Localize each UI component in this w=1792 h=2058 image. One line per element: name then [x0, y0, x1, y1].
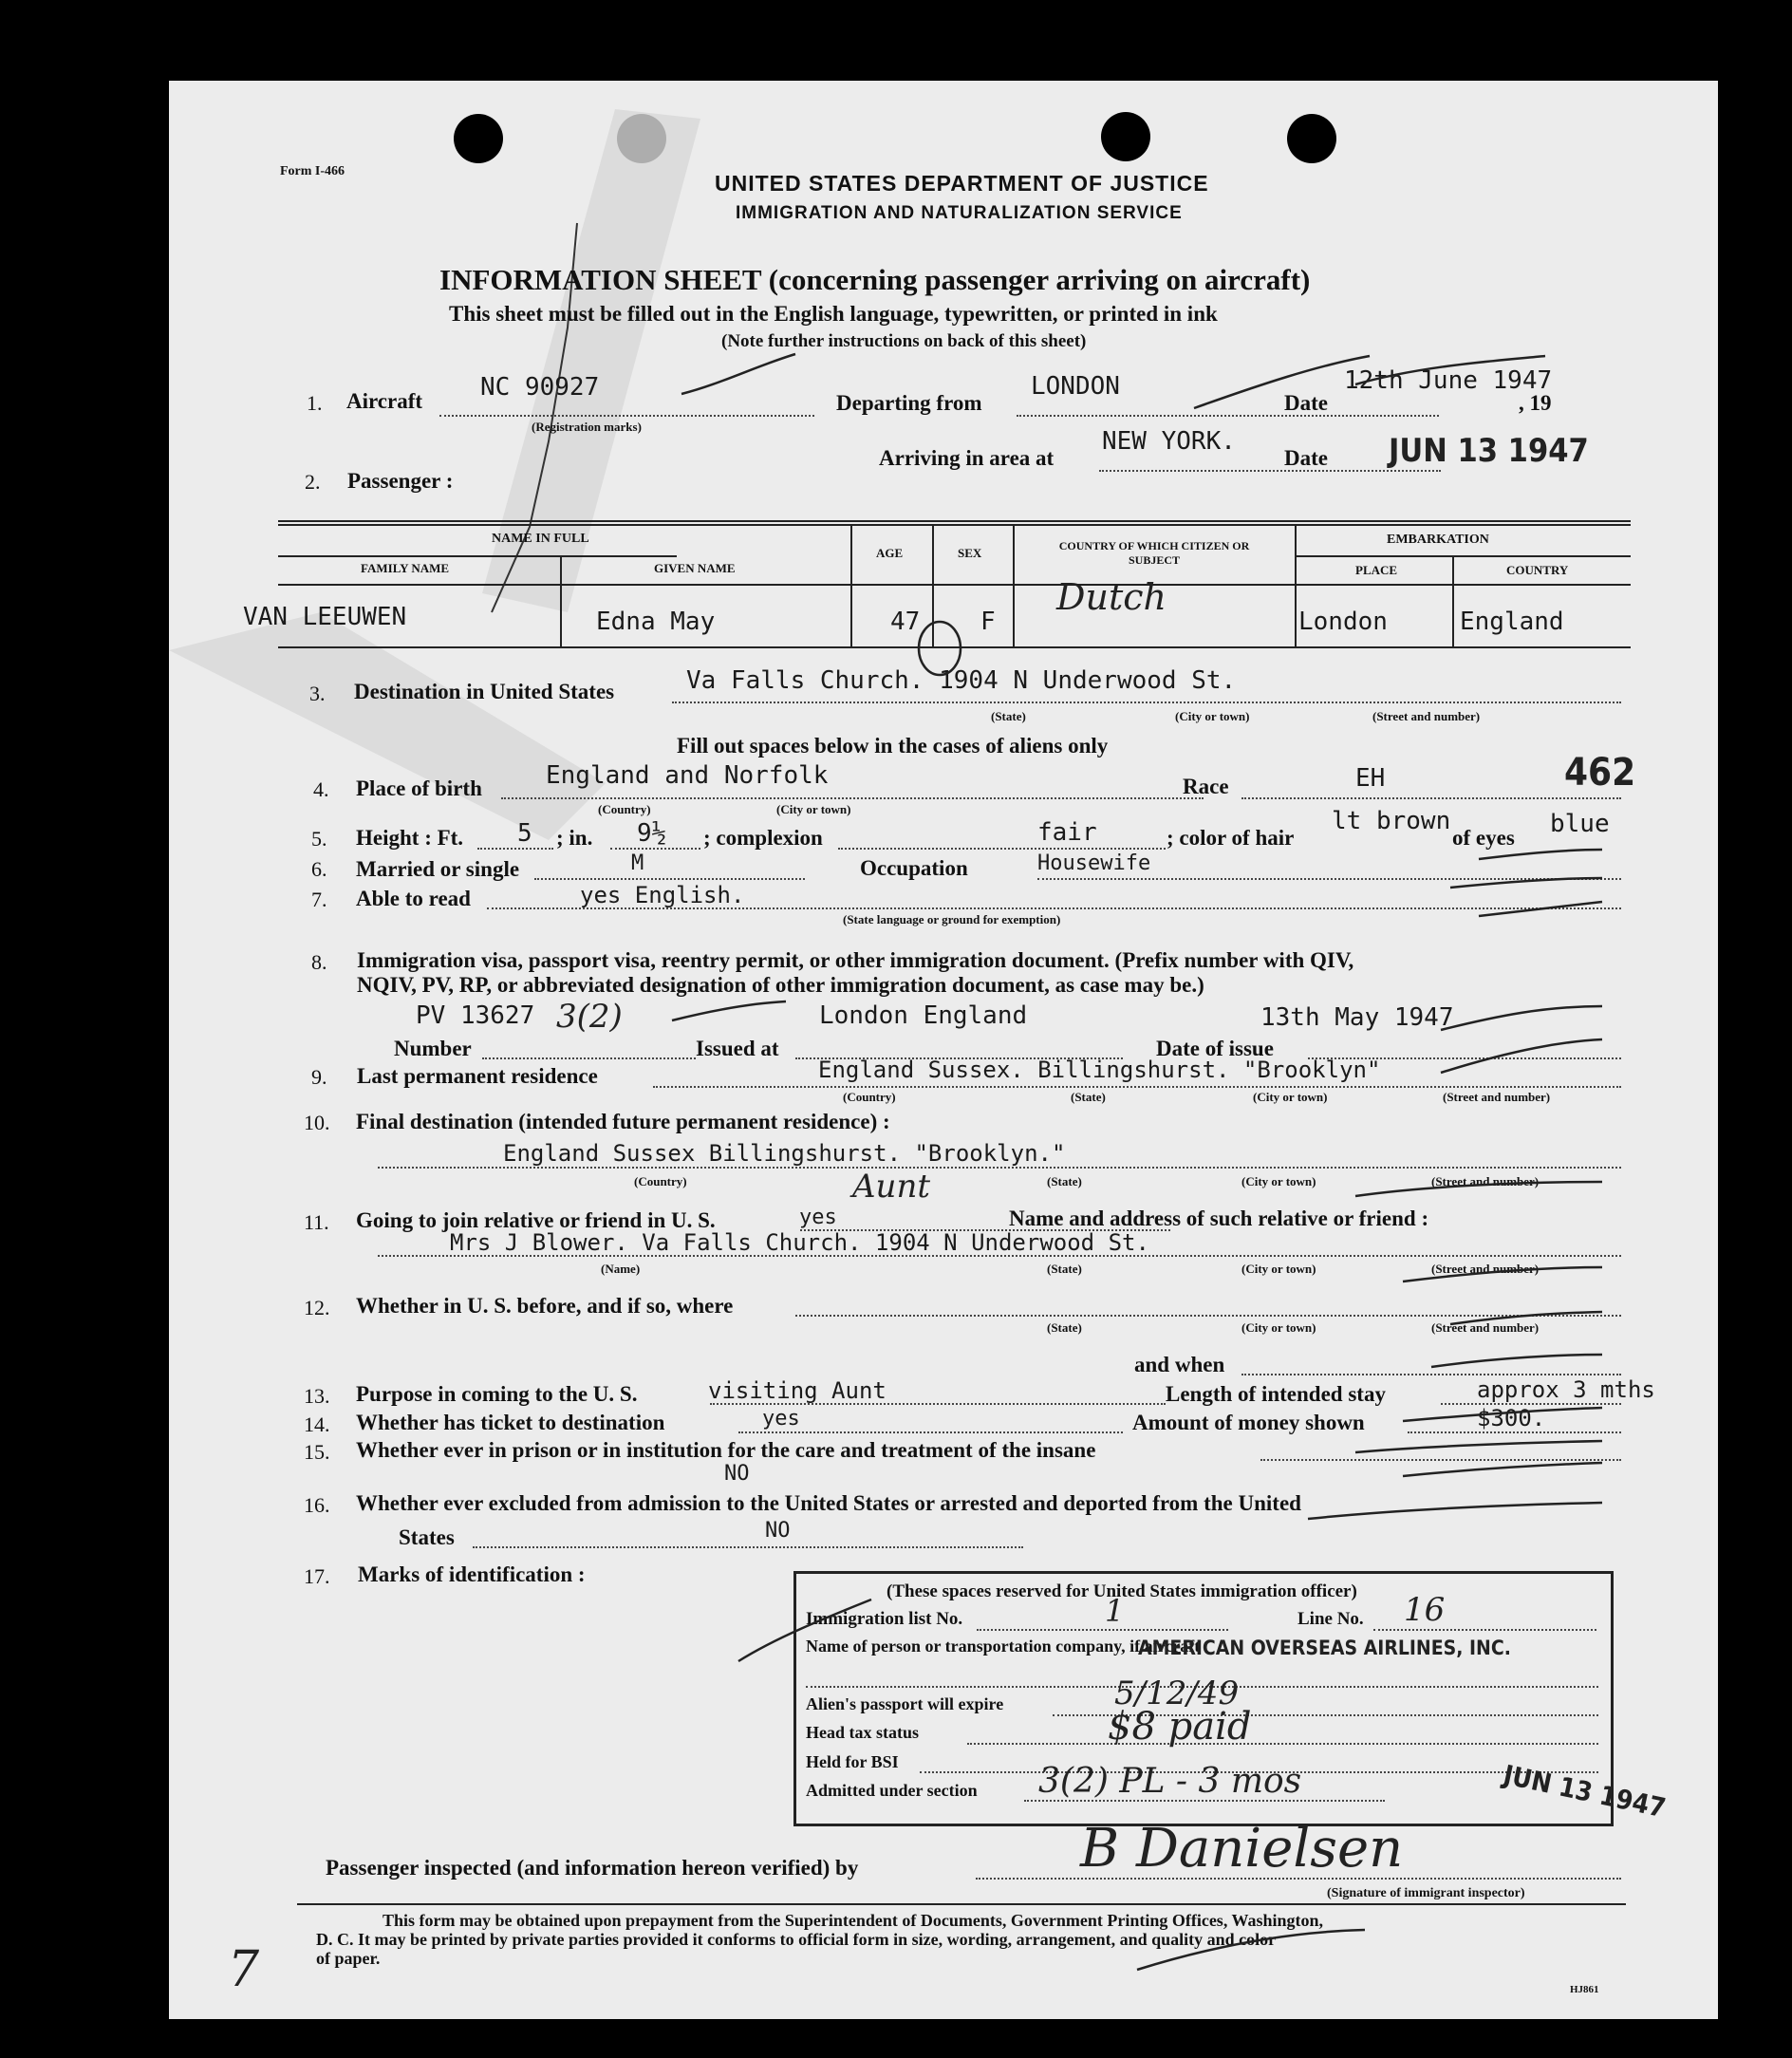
ticket-label: Whether has ticket to destination	[356, 1411, 665, 1434]
age-cell: 47	[890, 608, 921, 636]
passport-expiry-label: Alien's passport will expire	[806, 1694, 1004, 1713]
excluded-value: NO	[765, 1519, 791, 1543]
ink-strokes	[169, 81, 1718, 2019]
item-number: 9.	[311, 1065, 327, 1089]
arrival-date-stamp: JUN 13 1947	[1389, 432, 1589, 470]
country-cell: England	[1460, 608, 1564, 636]
height-feet: 5	[517, 819, 532, 848]
item-number: 6.	[311, 857, 327, 881]
stay-label: Length of intended stay	[1166, 1382, 1386, 1406]
final-destination-value: England Sussex Billingshurst. "Brooklyn."	[503, 1140, 1066, 1167]
date-suffix: , 19	[1519, 391, 1552, 415]
line-number-label: Line No.	[1297, 1609, 1364, 1629]
race-label: Race	[1183, 775, 1229, 798]
height-inches: 9½	[637, 819, 667, 848]
aircraft-label: Aircraft	[346, 389, 423, 413]
language-caption: (State language or ground for exemption)	[843, 912, 1061, 926]
name-in-full-header: NAME IN FULL	[492, 532, 589, 546]
inspection-label: Passenger inspected (and information hereon verified) by	[326, 1856, 859, 1880]
stamp-number: 462	[1564, 751, 1636, 795]
relative-name-label: Name and address of such relative or friend :	[1009, 1207, 1429, 1230]
item-number: 14.	[304, 1413, 330, 1436]
item-number: 3.	[309, 682, 326, 705]
held-bsi-label: Held for BSI	[806, 1752, 899, 1771]
admission-date-stamp: JUN 13 1947	[1501, 1759, 1669, 1824]
date-label: Date	[1284, 391, 1328, 415]
country-citizen-header: COUNTRY OF WHICH CITIZEN OR SUBJECT	[1058, 539, 1250, 567]
document-label-line2: NQIV, PV, RP, or abbreviated designation of other immigration document, as case may be.)	[357, 973, 1204, 997]
marital-label: Married or single	[356, 857, 520, 881]
join-relative-annotation: Aunt	[852, 1168, 931, 1206]
item-number: 2.	[305, 470, 321, 494]
departing-label: Departing from	[836, 391, 982, 415]
passport-expiry-value: 5/12/49	[1114, 1674, 1240, 1712]
ticket-value: yes	[762, 1407, 800, 1431]
department-name: UNITED STATES DEPARTMENT OF JUSTICE	[715, 171, 1209, 196]
form-number: Form I-466	[280, 164, 345, 178]
family-name-header: FAMILY NAME	[361, 561, 450, 575]
hair-value: lt brown	[1332, 807, 1451, 835]
item-number: 10.	[304, 1111, 330, 1134]
signature-caption: (Signature of immigrant inspector)	[1327, 1886, 1525, 1900]
money-value: $300.	[1477, 1405, 1546, 1431]
line-number-value: 16	[1404, 1591, 1446, 1629]
aliens-only-heading: Fill out spaces below in the cases of aliens only	[677, 734, 1109, 758]
head-tax-value: $8 paid	[1108, 1705, 1252, 1749]
list-number-value: 1	[1105, 1593, 1125, 1629]
state-caption: (State)	[991, 709, 1026, 723]
last-residence-value: England Sussex. Billingshurst. "Brooklyn"	[818, 1057, 1381, 1083]
arriving-label: Arriving in area at	[879, 446, 1055, 470]
street-caption: (Street and number)	[1431, 1320, 1540, 1335]
company-stamp: AMERICAN OVERSEAS AIRLINES, INC.	[1138, 1637, 1511, 1659]
country-caption: (Country)	[634, 1174, 687, 1188]
occupation-value: Housewife	[1037, 851, 1151, 875]
birthplace-label: Place of birth	[356, 776, 482, 800]
relative-name-value: Mrs J Blower. Va Falls Church. 1904 N Underwood St.	[450, 1229, 1149, 1256]
destination-value: Va Falls Church. 1904 N Underwood St.	[686, 666, 1237, 695]
state-caption: (State)	[1047, 1262, 1082, 1276]
item-number: 5.	[311, 827, 327, 851]
join-relative-value: yes	[799, 1206, 837, 1229]
city-caption: (City or town)	[1175, 709, 1250, 723]
place-header: PLACE	[1355, 563, 1398, 577]
place-cell: London	[1298, 608, 1388, 636]
city-caption: (City or town)	[776, 802, 851, 816]
service-name: IMMIGRATION AND NATURALIZATION SERVICE	[736, 203, 1183, 223]
document-annotation: 3(2)	[556, 998, 623, 1036]
stay-value: approx 3 mths	[1477, 1376, 1655, 1403]
issue-date-value: 13th May 1947	[1260, 1003, 1454, 1032]
street-caption: (Street and number)	[1372, 709, 1481, 723]
inches-label: ; in.	[556, 826, 593, 850]
issued-at-label: Issued at	[696, 1037, 779, 1060]
prison-label: Whether ever in prison or in institution for the care and treatment of the insane	[356, 1438, 1096, 1462]
complexion-value: fair	[1037, 818, 1097, 847]
registration-caption: (Registration marks)	[532, 420, 642, 434]
eyes-label: of eyes	[1452, 826, 1515, 850]
item-number: 15.	[304, 1440, 330, 1464]
family-name-cell: VAN LEEUWEN	[243, 603, 407, 631]
identification-label: Marks of identification :	[358, 1562, 586, 1586]
join-relative-label: Going to join relative or friend in U. S.	[356, 1208, 716, 1232]
when-label: and when	[1134, 1353, 1225, 1376]
read-value: yes English.	[580, 882, 745, 908]
city-caption: (City or town)	[1253, 1090, 1328, 1104]
issue-date-label: Date of issue	[1156, 1037, 1274, 1060]
race-value: EH	[1355, 764, 1386, 793]
margin-mark: 7	[228, 1941, 260, 1998]
form-title: INFORMATION SHEET (concerning passenger arriving on aircraft)	[439, 263, 1311, 296]
country-caption: (Country)	[598, 802, 651, 816]
birthplace-value: England and Norfolk	[546, 761, 829, 790]
footer-line: D. C. It may be printed by private parties provided it conforms to official form in size, wording, arrangement, and quality and color	[316, 1930, 1277, 1949]
complexion-label: ; complexion	[703, 826, 823, 850]
number-label: Number	[394, 1037, 472, 1060]
instruction-note: (Note further instructions on back of this sheet)	[721, 331, 1087, 351]
document-label-line1: Immigration visa, passport visa, reentry permit, or other immigration document. (Prefix number with QIV,	[357, 948, 1354, 972]
item-number: 11.	[304, 1210, 329, 1234]
purpose-value: visiting Aunt	[708, 1377, 887, 1404]
inspector-signature: B Danielsen	[1080, 1818, 1404, 1880]
issued-at-value: London England	[819, 1001, 1028, 1030]
arriving-value: NEW YORK.	[1102, 427, 1236, 456]
city-caption: (City or town)	[1241, 1320, 1316, 1335]
form-sheet	[169, 81, 1718, 2019]
sex-cell: F	[980, 608, 996, 636]
country-caption: (Country)	[843, 1090, 896, 1104]
occupation-label: Occupation	[860, 856, 968, 880]
item-number: 17.	[304, 1564, 330, 1588]
document-number-value: PV 13627	[416, 1001, 535, 1030]
item-number: 7.	[311, 888, 327, 911]
admitted-section-label: Admitted under section	[806, 1781, 978, 1800]
age-header: AGE	[876, 546, 904, 560]
given-name-cell: Edna May	[596, 608, 716, 636]
excluded-label-line2: States	[399, 1525, 455, 1549]
marital-value: M	[631, 851, 644, 875]
list-number-label: Immigration list No.	[806, 1609, 963, 1629]
money-label: Amount of money shown	[1132, 1411, 1365, 1434]
state-caption: (State)	[1071, 1090, 1106, 1104]
street-caption: (Street and number)	[1443, 1090, 1551, 1104]
name-caption: (Name)	[601, 1262, 641, 1276]
instruction-line: This sheet must be filled out in the English language, typewritten, or printed in ink	[449, 302, 1218, 326]
street-caption: (Street and number)	[1431, 1174, 1540, 1188]
item-number: 4.	[313, 777, 329, 801]
embarkation-header: EMBARKATION	[1387, 533, 1489, 547]
footer-line: This form may be obtained upon prepayment from the Superintendent of Documents, Government Printing Offices, Washington,	[383, 1911, 1324, 1930]
print-code: HJ861	[1570, 1984, 1599, 1995]
departure-date: 12th June 1947	[1344, 366, 1553, 395]
passenger-label: Passenger :	[347, 469, 454, 493]
item-number: 13.	[304, 1384, 330, 1408]
state-caption: (State)	[1047, 1320, 1082, 1335]
country-header: COUNTRY	[1506, 563, 1569, 577]
company-label: Name of person or transportation company, if aircraft	[806, 1637, 1201, 1656]
departing-value: LONDON	[1031, 372, 1120, 401]
city-caption: (City or town)	[1241, 1174, 1316, 1188]
admitted-section-value: 3(2) PL - 3 mos	[1038, 1762, 1302, 1801]
sex-header: SEX	[958, 546, 982, 560]
item-number: 16.	[304, 1493, 330, 1517]
aircraft-value: NC 90927	[480, 373, 600, 402]
officer-box-title: (These spaces reserved for United States immigration officer)	[887, 1581, 1357, 1601]
prison-value: NO	[724, 1462, 750, 1486]
hair-label: ; color of hair	[1167, 826, 1295, 850]
previous-visit-label: Whether in U. S. before, and if so, where	[356, 1294, 734, 1318]
last-residence-label: Last permanent residence	[357, 1064, 598, 1088]
item-number: 8.	[311, 950, 327, 974]
citizenship-cell: Dutch	[1056, 576, 1167, 618]
given-name-header: GIVEN NAME	[654, 561, 736, 575]
excluded-label-line1: Whether ever excluded from admission to the United States or arrested and deported from the United	[356, 1491, 1301, 1515]
destination-label: Destination in United States	[354, 680, 615, 703]
city-caption: (City or town)	[1241, 1262, 1316, 1276]
read-label: Able to read	[356, 887, 471, 910]
item-number: 12.	[304, 1296, 330, 1319]
item-number: 1.	[307, 391, 323, 415]
footer-line: of paper.	[316, 1949, 381, 1968]
eyes-value: blue	[1550, 810, 1610, 838]
height-label: Height : Ft.	[356, 826, 464, 850]
state-caption: (State)	[1047, 1174, 1082, 1188]
street-caption: (Street and number)	[1431, 1262, 1540, 1276]
head-tax-label: Head tax status	[806, 1723, 920, 1742]
final-destination-label: Final destination (intended future permanent residence) :	[356, 1110, 890, 1133]
arrival-date-label: Date	[1284, 446, 1328, 470]
purpose-label: Purpose in coming to the U. S.	[356, 1382, 638, 1406]
